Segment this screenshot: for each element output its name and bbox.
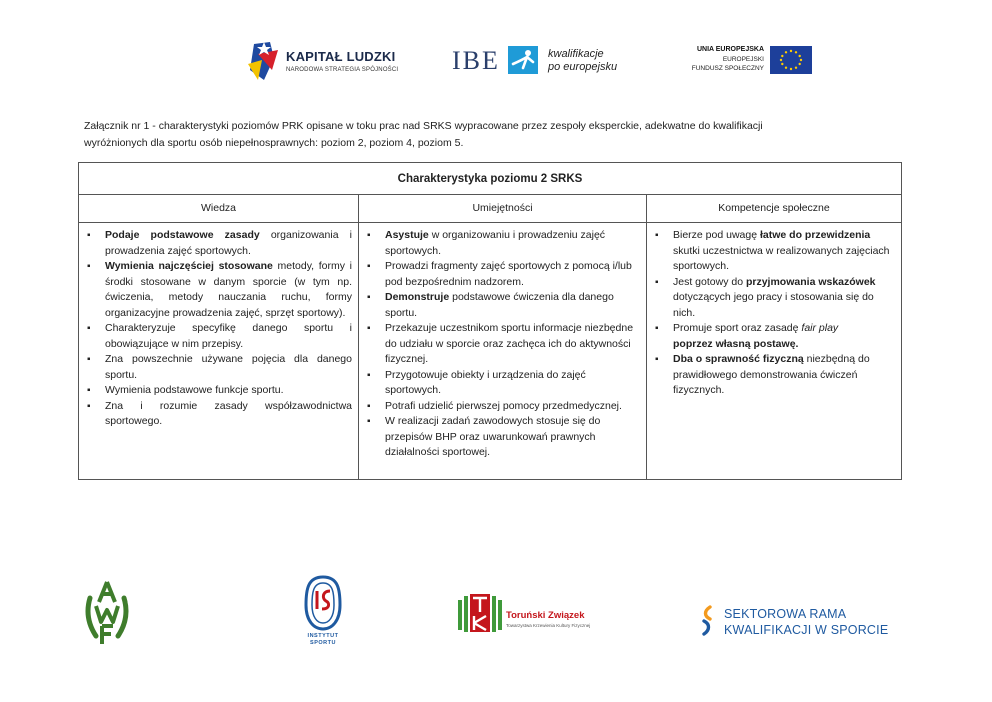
instytut-sportu-logo: [298, 575, 348, 647]
eu-line3: FUNDUSZ SPOŁECZNY: [691, 65, 764, 72]
intro-line1: Załącznik nr 1 - charakterystyki poziomów PRK opisane w toku prac nad SRKS wypracowane przez zespoły eksperckie, adekwatne do kwalifikacji: [84, 120, 763, 132]
srks-line2: KWALIFIKACJI W SPORCIE: [724, 623, 889, 637]
list-item: ▪ Dba o sprawność fizyczną niezbędną do prawidłowego demonstrowania ćwiczeń fizycznych.: [653, 352, 895, 399]
awf-emblem: [82, 578, 132, 648]
srks-line1: SEKTOROWA RAMA: [724, 607, 847, 621]
list-item: ▪ Asystuje w organizowaniu i prowadzeniu zajęć sportowych.: [365, 228, 640, 259]
torunski-subtitle: Towarzystwa Krzewienia Kultury Fizycznej: [506, 623, 591, 628]
table-title: Charakterystyka poziomu 2 SRKS: [79, 163, 901, 195]
awf-logo: [82, 578, 132, 648]
is-caption-line2: SPORTU: [310, 640, 336, 646]
ibe-tagline-line2: po europejsku: [548, 61, 618, 73]
kapital-ludzki-logo: [244, 40, 404, 82]
is-caption-line1: INSTYTUT: [307, 633, 339, 639]
intro-line2: wyróżnionych dla sportu osób niepełnosprawnych: poziom 2, poziom 4, poziom 5.: [84, 137, 464, 149]
intro-paragraph: [84, 118, 904, 152]
list-item: ▪ Zna powszechnie używane pojęcia dla danego sportu.: [85, 352, 352, 383]
eu-flag-icon: [770, 46, 812, 74]
ibe-figure-icon: [508, 46, 538, 74]
list-item: ▪ W realizacji zadań zawodowych stosuje się do przepisów BHP oraz uwarunkowań prawnych działalności sportowej.: [365, 414, 640, 461]
ibe-logo: [452, 40, 632, 82]
kapital-ludzki-subtitle: NARODOWA STRATEGIA SPÓJNOŚCI: [286, 67, 399, 73]
list-item: ▪ Jest gotowy do przyjmowania wskazówek dotyczących jego pracy i stosowania się do nich.: [653, 275, 895, 322]
list-item: ▪ Podaje podstawowe zasady organizowania i prowadzenia zajęć sportowych.: [85, 228, 352, 259]
kapital-ludzki-emblem: [244, 40, 282, 82]
kompetencje-column: [647, 223, 901, 479]
instytut-sportu-emblem: [298, 575, 348, 631]
eu-line1: UNIA EUROPEJSKA: [696, 46, 764, 53]
umiejetnosci-column: [359, 223, 647, 479]
eu-line2: EUROPEJSKI: [722, 56, 764, 63]
kapital-ludzki-title: KAPITAŁ LUDZKI: [286, 49, 396, 64]
column-header-umiejetnosci: Umiejętności: [359, 195, 647, 223]
list-item: ▪ Przekazuje uczestnikom sportu informacje niezbędne do udziału w sporcie oraz zachęca ich do aktywności fizycznej.: [365, 321, 640, 368]
list-item: ▪ Wymienia podstawowe funkcje sportu.: [85, 383, 352, 399]
column-header-wiedza: Wiedza: [79, 195, 359, 223]
list-item: ▪ Zna i rozumie zasady współzawodnictwa sportowego.: [85, 399, 352, 430]
column-header-kompetencje: Kompetencje społeczne: [647, 195, 901, 223]
list-item: ▪ Wymienia najczęściej stosowane metody, formy i środki stosowane w danym sporcie (w tym np. ćwiczenia, metody nauczania ruchu, formy organizacyjne prowadzenia zajęć, sprzęt sportowy).: [85, 259, 352, 321]
list-item: ▪ Promuje sport oraz zasadę fair play poprzez własną postawę.: [653, 321, 895, 352]
list-item: ▪ Potrafi udzielić pierwszej pomocy przedmedycznej.: [365, 399, 640, 415]
tkkf-emblem: [456, 590, 504, 636]
srks-level-table: [78, 162, 902, 480]
list-item: ▪ Demonstruje podstawowe ćwiczenia dla danego sportu.: [365, 290, 640, 321]
list-item: ▪ Bierze pod uwagę łatwe do przewidzenia skutki uczestnictwa w realizowanych zajęciach sportowych.: [653, 228, 895, 275]
list-item: ▪ Charakteryzuje specyfikę danego sportu i obowiązujące w nim przepisy.: [85, 321, 352, 352]
srks-logo: [696, 604, 896, 640]
list-item: ▪ Prowadzi fragmenty zajęć sportowych z pomocą i/lub pod bezpośrednim nadzorem.: [365, 259, 640, 290]
srks-swirl-icon: [696, 604, 720, 638]
ibe-tagline-line1: kwalifikacje: [548, 48, 604, 60]
ibe-wordmark: IBE: [452, 46, 500, 75]
eu-logo: [672, 44, 822, 80]
list-item: ▪ Przygotowuje obiekty i urządzenia do zajęć sportowych.: [365, 368, 640, 399]
torunski-name: Toruński Związek: [506, 610, 585, 621]
wiedza-column: [79, 223, 359, 479]
torunski-zwiazek-logo: [456, 590, 596, 636]
